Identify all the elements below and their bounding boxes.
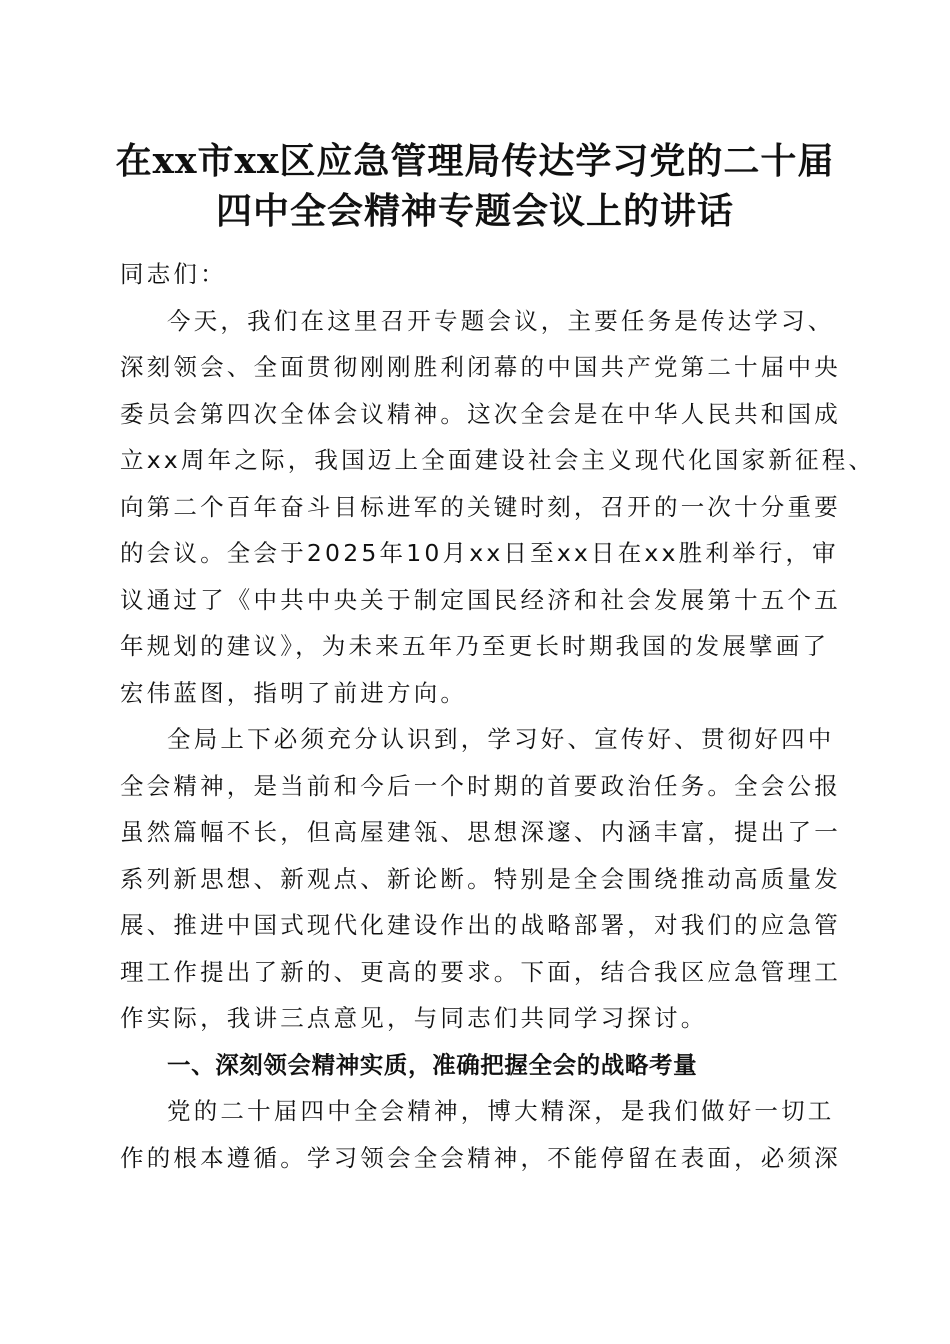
document-title <box>80 136 870 236</box>
paragraph-line: 展、推进中国式现代化建设作出的战略部署，对我们的应急管 <box>120 911 841 939</box>
paragraph-line: 向第二个百年奋斗目标进军的关键时刻，召开的一次十分重要 <box>120 492 841 521</box>
paragraph-line: 议通过了《中共中央关于制定国民经济和社会发展第十五个五 <box>120 585 841 614</box>
title-line-2: 四中全会精神专题会议上的讲话 <box>215 190 734 232</box>
paragraph-line: 的会议。全会于2025年10月xx日至xx日在xx胜利举行，审 <box>120 539 839 567</box>
paragraph-1 <box>120 298 876 717</box>
paragraph-2 <box>120 716 840 1042</box>
salutation: 同志们： <box>120 260 227 288</box>
paragraph-line: 作实际，我讲三点意见，与同志们共同学习探讨。 <box>120 1004 708 1032</box>
paragraph-line: 委员会第四次全体会议精神。这次全会是在中华人民共和国成 <box>120 399 841 428</box>
paragraph-line: 深刻领会、全面贯彻刚刚胜利闭幕的中国共产党第二十届中央 <box>120 353 841 381</box>
paragraph-line: 立xx周年之际，我国迈上全面建设社会主义现代化国家新征程、 <box>120 446 876 474</box>
paragraph-line: 党的二十届四中全会精神，博大精深，是我们做好一切工 <box>167 1097 835 1125</box>
paragraph-line: 全会精神，是当前和今后一个时期的首要政治任务。全会公报 <box>120 771 841 800</box>
title-line-1: 在xx市xx区应急管理局传达学习党的二十届 <box>115 140 835 182</box>
document-body <box>120 251 876 1181</box>
paragraph-line: 今天，我们在这里召开专题会议，主要任务是传达学习、 <box>167 306 835 335</box>
paragraph-line: 年规划的建议》，为未来五年乃至更长时期我国的发展擘画了 <box>120 632 830 660</box>
paragraph-line: 宏伟蓝图，指明了前进方向。 <box>120 678 468 707</box>
paragraph-line: 理工作提出了新的、更高的要求。下面，结合我区应急管理工 <box>120 957 841 986</box>
paragraph-line: 虽然篇幅不长，但高屋建瓴、思想深邃、内涵丰富，提出了一 <box>120 818 841 846</box>
paragraph-line: 全局上下必须充分认识到，学习好、宣传好、贯彻好四中 <box>167 725 835 753</box>
paragraph-line: 作的根本遵循。学习领会全会精神，不能停留在表面，必须深 <box>120 1143 841 1172</box>
paragraph-3 <box>120 1088 840 1181</box>
paragraph-line: 系列新思想、新观点、新论断。特别是全会围绕推动高质量发 <box>120 864 841 893</box>
section-1-heading: 一、深刻领会精神实质，准确把握全会的战略考量 <box>167 1050 698 1079</box>
